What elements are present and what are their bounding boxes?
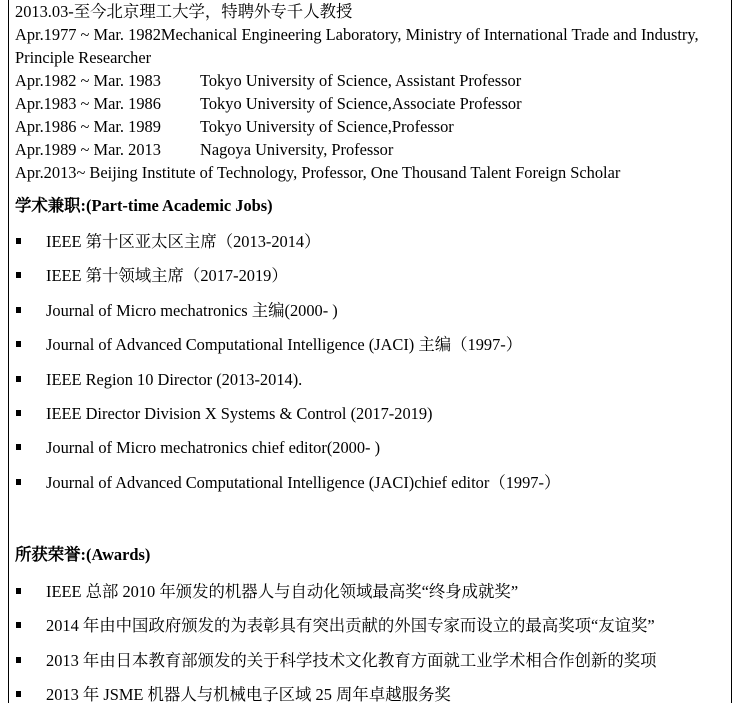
bullet-square-icon — [16, 410, 21, 416]
list-item-text: Journal of Micro mechatronics chief editor(2000- ) — [46, 438, 381, 457]
list-item-text: 2013 年 JSME 机器人与机械电子区域 25 周年卓越服务奖 — [46, 685, 451, 704]
career-section — [15, 0, 727, 184]
list-item — [15, 402, 433, 425]
list-item — [15, 333, 522, 356]
bullet-square-icon — [16, 622, 21, 628]
career-detail: Tokyo University of Science,Professor — [200, 117, 454, 136]
bullet-square-icon — [16, 444, 21, 450]
list-item — [15, 368, 302, 391]
list-item-text: IEEE 总部 2010 年颁发的机器人与自动化领域最高奖“终身成就奖” — [46, 582, 519, 601]
bullet-square-icon — [16, 588, 21, 594]
bullet-square-icon — [16, 479, 21, 485]
bullet-square-icon — [16, 657, 21, 663]
list-item — [15, 649, 657, 672]
career-detail: Tokyo University of Science, Assistant Professor — [200, 71, 522, 90]
list-item-text: IEEE Region 10 Director (2013-2014). — [46, 370, 303, 389]
bullet-square-icon — [16, 307, 21, 313]
career-entry-bit: Apr.2013~ Beijing Institute of Technology, Professor, One Thousand Talent Foreign Scholar — [15, 163, 621, 182]
bullet-square-icon — [16, 376, 21, 382]
career-entry — [15, 138, 727, 161]
career-current-position: 2013.03-至今北京理工大学，特聘外专千人教授 — [15, 2, 353, 21]
career-period: Apr.1982 ~ Mar. 1983 — [15, 71, 161, 90]
list-item — [15, 471, 560, 494]
list-item-text: 2014 年由中国政府颁发的为表彰具有突出贡献的外国专家而设立的最高奖项“友谊奖” — [46, 616, 655, 635]
career-entry-meti: Apr.1977 ~ Mar. 1982Mechanical Engineering Laboratory, Ministry of International Trade and Industry, Principle Researcher — [15, 25, 699, 67]
career-entry — [15, 69, 727, 92]
list-item — [15, 436, 380, 459]
list-item-text: IEEE 第十领域主席（2017-2019） — [46, 266, 288, 285]
list-item-text: Journal of Advanced Computational Intelligence (JACI)chief editor（1997-） — [46, 473, 561, 492]
career-entry — [15, 115, 727, 138]
bullet-square-icon — [16, 272, 21, 278]
career-entry — [15, 92, 727, 115]
list-item-text: Journal of Advanced Computational Intelligence (JACI) 主编（1997-） — [46, 335, 523, 354]
list-item-text: 2013 年由日本教育部颁发的关于科学技术文化教育方面就工业学术相合作创新的奖项 — [46, 651, 657, 670]
list-item — [15, 614, 655, 637]
career-period: Apr.1983 ~ Mar. 1986 — [15, 94, 161, 113]
awards-heading: 所获荣誉:(Awards) — [15, 545, 151, 564]
bullet-square-icon — [16, 691, 21, 697]
academic-jobs-heading: 学术兼职:(Part-time Academic Jobs) — [15, 196, 273, 215]
career-period: Apr.1986 ~ Mar. 1989 — [15, 117, 161, 136]
list-item-text: IEEE Director Division X Systems & Control (2017-2019) — [46, 404, 433, 423]
career-period: Apr.1989 ~ Mar. 2013 — [15, 140, 161, 159]
list-item-text: Journal of Micro mechatronics 主编(2000- ) — [46, 301, 338, 320]
list-item — [15, 580, 518, 603]
list-item — [15, 230, 321, 253]
career-detail: Nagoya University, Professor — [200, 140, 394, 159]
career-detail: Tokyo University of Science,Associate Professor — [200, 94, 522, 113]
list-item-text: IEEE 第十区亚太区主席（2013-2014） — [46, 232, 321, 251]
list-item — [15, 264, 288, 287]
list-item — [15, 299, 338, 322]
bullet-square-icon — [16, 238, 21, 244]
bullet-square-icon — [16, 341, 21, 347]
